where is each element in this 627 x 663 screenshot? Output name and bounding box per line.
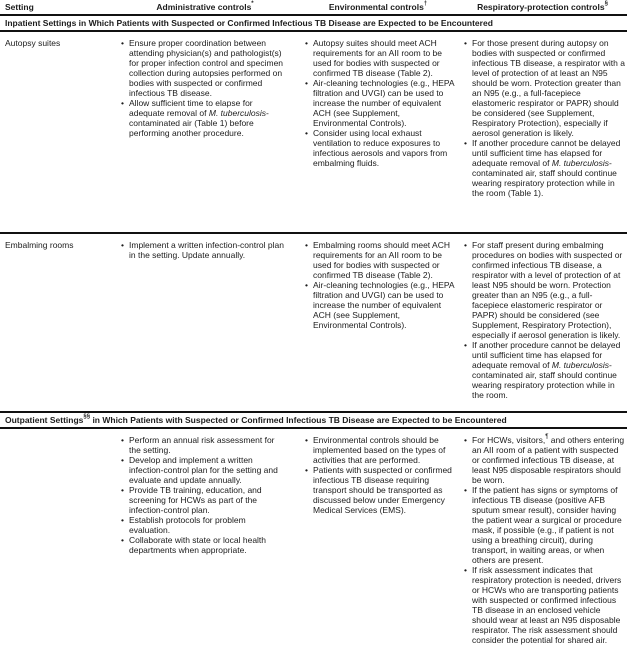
- bullet-marker: •: [121, 435, 124, 445]
- cell-setting: Autopsy suites: [5, 38, 61, 48]
- bullet-text: Provide TB training, education, and screening for HCWs as part of the infection-control plan.: [129, 485, 262, 515]
- bullet-marker: •: [121, 535, 124, 545]
- bullet-text: Perform an annual risk assessment for the setting.: [129, 435, 275, 455]
- bullet-text: Ensure proper coordination between attending physician(s) and pathologist(s) for proper infection control and specimen collection during autopsies performed on bodies with suspected or confirmed infectious TB disease.: [129, 38, 284, 98]
- bullet-marker: •: [305, 78, 308, 88]
- bullet-item: [121, 455, 286, 485]
- table-row: [0, 32, 627, 232]
- column-header-environmental: [298, 2, 458, 12]
- bullet-item: [305, 465, 455, 515]
- column-header-label: Respiratory-protection controls: [477, 2, 605, 12]
- bullet-text: Collaborate with state or local health departments when appropriate.: [129, 535, 267, 555]
- footnote-marker: §§: [83, 414, 91, 420]
- table-row: [0, 232, 627, 411]
- bullet-text: If another procedure cannot be delayed until sufficient time has elapsed for adequate removal of M. tuberculosis-contaminated air, staff should continue wearing respiratory protection while in the room.: [472, 340, 621, 400]
- italic-species-name: M. tuberculosis: [208, 108, 267, 118]
- cell-administrative: [112, 38, 298, 224]
- bullet-text: Patients with suspected or confirmed infectious TB disease requiring transport should be transported as discussed below under Emergency Medical Services (EMS).: [313, 465, 452, 515]
- bullet-text: For HCWs, visitors,¶ and others entering an AII room of a patient with suspected or confirmed infectious TB disease, at least N95 disposable respirators should be worn.: [472, 434, 625, 485]
- bullet-item: [305, 240, 455, 280]
- cell-respiratory: [458, 38, 627, 224]
- bullet-item: [121, 38, 286, 98]
- bullet-text: Allow sufficient time to elapse for adequate removal of M. tuberculosis-contaminated air (Table 1) before performing another procedure.: [129, 98, 269, 138]
- bullet-item: [464, 485, 625, 565]
- cell-environmental: [298, 240, 458, 403]
- cell-setting: [0, 435, 112, 655]
- bullet-marker: •: [464, 38, 467, 48]
- footnote-marker: †: [423, 1, 428, 7]
- bullet-marker: •: [305, 465, 308, 475]
- bullet-text: Establish protocols for problem evaluation.: [129, 515, 246, 535]
- bullet-item: [305, 435, 455, 465]
- column-header-respiratory: [458, 2, 627, 12]
- bullet-text: Embalming rooms should meet ACH requirements for an AII room to be used for bodies with suspected or confirmed TB disease (Table 2).: [313, 240, 451, 280]
- column-header-label: Environmental controls: [328, 2, 424, 12]
- section-header: Outpatient Settings§§ in Which Patients with Suspected or Confirmed Infectious TB Disease are Expected to be Encountered: [0, 411, 627, 429]
- bullet-text: If another procedure cannot be delayed until sufficient time has elapsed for adequate removal of M. tuberculosis-contaminated air, staff should continue wearing respiratory protection while in the room (Table 1).: [472, 138, 621, 198]
- column-header-label: Setting: [5, 2, 34, 12]
- bullet-marker: •: [464, 435, 467, 445]
- bullet-marker: •: [121, 455, 124, 465]
- bullet-marker: •: [464, 240, 467, 250]
- bullet-marker: •: [305, 240, 308, 250]
- bullet-marker: •: [121, 515, 124, 525]
- bullet-item: [464, 38, 625, 138]
- bullet-item: [464, 565, 625, 645]
- table-body: [0, 14, 627, 663]
- bullet-text: For staff present during embalming procedures on bodies with suspected or confirmed infectious TB disease, a respirator with a level of protection of at least N95 should be worn. Protection greater than an N95 (e.g., a full-facepiece elastomeric respirator or PAPR) should be considered (see Supplement, Respiratory Protection), especially if aerosol generation is likely.: [472, 240, 623, 340]
- bullet-item: [121, 98, 286, 138]
- bullet-item: [121, 535, 286, 555]
- table-row: [0, 429, 627, 663]
- bullet-marker: •: [121, 240, 124, 250]
- bullet-item: [121, 515, 286, 535]
- bullet-text: Implement a written infection-control plan in the setting. Update annually.: [129, 240, 284, 260]
- column-header-label: Administrative controls: [156, 2, 252, 12]
- bullet-item: [464, 240, 625, 340]
- bullet-text: If the patient has signs or symptoms of infectious TB disease (positive AFB sputum smear result), consider having the patient wear a surgical or procedure mask, if possible (e.g., if patient is not using a breathing circuit), during transport, in waiting areas, or when others are present.: [472, 485, 622, 565]
- bullet-item: [121, 240, 286, 260]
- bullet-item: [305, 78, 455, 128]
- cell-setting: Embalming rooms: [5, 240, 74, 250]
- bullet-text: Environmental controls should be implemented based on the types of activities that are performed.: [313, 435, 446, 465]
- bullet-marker: •: [305, 128, 308, 138]
- bullet-item: [305, 38, 455, 78]
- bullet-item: [305, 280, 455, 330]
- bullet-text: Develop and implement a written infection-control plan for the setting and evaluate and update annually.: [129, 455, 278, 485]
- italic-species-name: M. tuberculosis: [551, 360, 610, 370]
- bullet-text: Autopsy suites should meet ACH requirements for an AII room to be used for bodies with suspected or confirmed TB disease (Table 2).: [313, 38, 442, 78]
- footnote-marker: *: [251, 1, 254, 7]
- cell-environmental: [298, 435, 458, 655]
- column-header-setting: [0, 2, 112, 12]
- cell-administrative: [112, 240, 298, 403]
- footnote-marker: §: [604, 1, 608, 7]
- table-column-headers: [0, 2, 627, 14]
- cell-environmental: [298, 38, 458, 224]
- bullet-item: [464, 340, 625, 400]
- bullet-marker: •: [121, 98, 124, 108]
- bullet-text: Consider using local exhaust ventilation to reduce exposures to infectious aerosols and vapors from embalming fluids.: [313, 128, 448, 168]
- cell-respiratory: [458, 435, 627, 655]
- bullet-item: [464, 435, 625, 485]
- bullet-marker: •: [464, 138, 467, 148]
- bullet-marker: •: [121, 38, 124, 48]
- bullet-item: [305, 128, 455, 168]
- bullet-text: Air-cleaning technologies (e.g., HEPA filtration and UVGI) can be used to increase the number of equivalent ACH (see Supplement, Environmental Controls).: [313, 280, 455, 330]
- bullet-text: If risk assessment indicates that respiratory protection is needed, drivers or HCWs who are transporting patients with suspected or confirmed infectious TB disease in an enclosed vehicle should wear at least an N95 disposable respirator. The risk assessment should consider the potential for shared air.: [472, 565, 622, 645]
- column-header-administrative: [112, 2, 298, 12]
- cell-respiratory: [458, 240, 627, 403]
- bullet-marker: •: [121, 485, 124, 495]
- footnote-marker: ¶: [545, 434, 549, 440]
- bullet-marker: •: [305, 435, 308, 445]
- bullet-marker: •: [464, 340, 467, 350]
- bullet-item: [464, 138, 625, 198]
- bullet-marker: •: [305, 38, 308, 48]
- bullet-item: [121, 435, 286, 455]
- bullet-marker: •: [305, 280, 308, 290]
- cell-administrative: [112, 435, 298, 655]
- bullet-text: Air-cleaning technologies (e.g., HEPA filtration and UVGI) can be used to increase the number of equivalent ACH (see Supplement, Environmental Controls).: [313, 78, 455, 128]
- bullet-marker: •: [464, 565, 467, 575]
- section-header: Inpatient Settings in Which Patients with Suspected or Confirmed Infectious TB Disease are Expected to be Encountered: [0, 14, 627, 32]
- bullet-marker: •: [464, 485, 467, 495]
- bullet-item: [121, 485, 286, 515]
- italic-species-name: M. tuberculosis: [551, 158, 610, 168]
- bullet-text: For those present during autopsy on bodies with suspected or confirmed infectious TB disease, a respirator with a level of protection of at least an N95 should be worn. Protection greater than an N95 (e.g., a full-facepiece elastomeric respirator or PAPR) should be considered (see Supplement, Respiratory Protection), especially if aerosol generation is likely.: [472, 38, 625, 138]
